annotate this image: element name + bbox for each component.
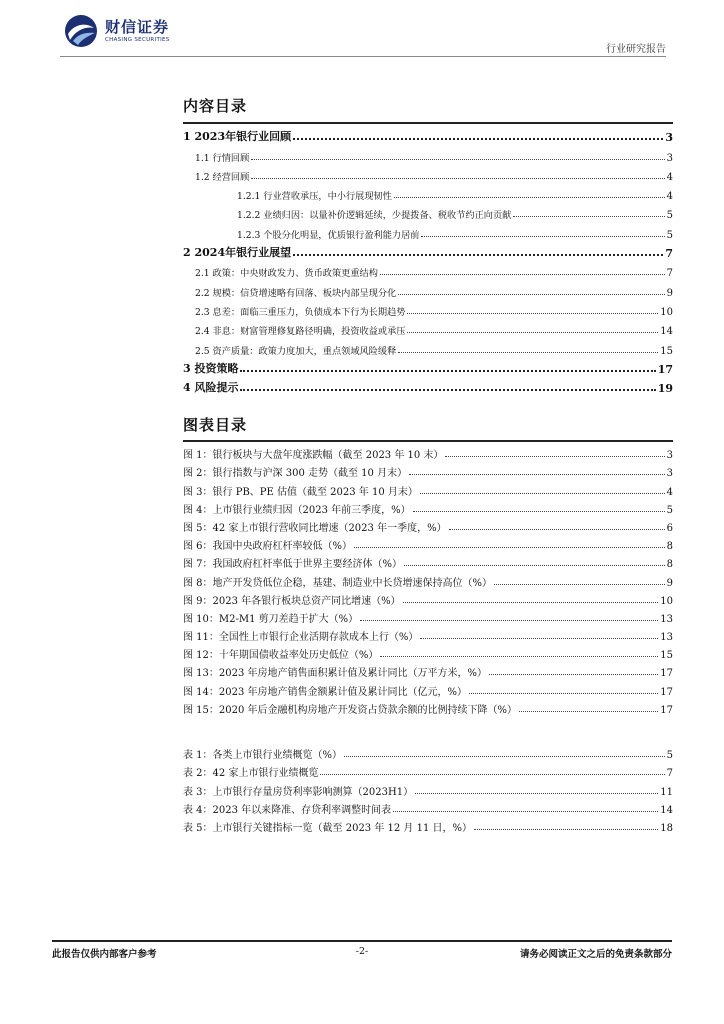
toc-entry[interactable] bbox=[183, 144, 673, 163]
toc-entry-page: 5 bbox=[666, 229, 673, 241]
dot-leader bbox=[449, 528, 665, 530]
dot-leader bbox=[421, 235, 664, 237]
dot-leader bbox=[240, 388, 655, 391]
figure-entry-label: 图 4：上市银行业绩归因（2023 年前三季度，%） bbox=[183, 504, 411, 516]
toc-entry-label: 1.2 经营回顾 bbox=[195, 171, 250, 183]
dot-leader bbox=[293, 137, 663, 140]
figure-entry-page: 5 bbox=[666, 504, 673, 516]
figures-title-divider bbox=[183, 440, 673, 442]
brand-name-cn: 财信证券 bbox=[105, 18, 170, 36]
dot-leader bbox=[445, 455, 664, 457]
figure-entry-label: 图 6：我国中央政府杠杆率较低（%） bbox=[183, 541, 353, 553]
table-entry[interactable] bbox=[183, 816, 673, 834]
figure-entry-page: 10 bbox=[660, 595, 673, 607]
toc-entry-page: 5 bbox=[666, 210, 673, 222]
figure-entry[interactable] bbox=[183, 625, 673, 643]
figure-entry-label: 图 15：2020 年后金融机构房地产开发资占贷款余额的比例持续下降（%） bbox=[183, 704, 518, 716]
dot-leader bbox=[344, 755, 665, 757]
toc-entry-page: 10 bbox=[660, 306, 673, 318]
table-entry-page: 11 bbox=[660, 786, 673, 798]
toc-entry-label: 1.2.3 个股分化明显，优质银行盈利能力居前 bbox=[237, 229, 420, 241]
dot-leader bbox=[407, 312, 658, 314]
figure-entry[interactable] bbox=[183, 443, 673, 461]
table-entry-label: 表 2：42 家上市银行业绩概览 bbox=[183, 768, 319, 780]
table-entry-page: 7 bbox=[666, 768, 673, 780]
figure-entry-label: 图 2：银行指数与沪深 300 走势（截至 10 月末） bbox=[183, 468, 408, 480]
table-entry-page: 18 bbox=[660, 822, 673, 834]
dot-leader bbox=[380, 655, 658, 657]
toc-entry[interactable] bbox=[183, 376, 673, 395]
toc-entry-label: 1.1 行情回顾 bbox=[195, 152, 250, 164]
dot-leader bbox=[413, 510, 665, 512]
figure-entry[interactable] bbox=[183, 498, 673, 516]
toc-entry[interactable] bbox=[183, 221, 673, 240]
table-entry-label: 表 4：2023 年以来降准、存贷利率调整时间表 bbox=[183, 804, 392, 816]
page-number: -2- bbox=[355, 946, 369, 957]
dot-leader bbox=[407, 331, 658, 333]
header-divider bbox=[60, 56, 666, 57]
figure-list bbox=[183, 443, 673, 716]
figure-entry[interactable] bbox=[183, 516, 673, 534]
figure-entry[interactable] bbox=[183, 698, 673, 716]
figure-entry[interactable] bbox=[183, 461, 673, 479]
toc-title-divider bbox=[183, 122, 673, 124]
dot-leader bbox=[293, 253, 663, 256]
figure-entry-label: 图 9：2023 年各银行板块总资产同比增速（%） bbox=[183, 595, 401, 607]
figure-entry-page: 15 bbox=[660, 650, 673, 662]
figure-entry[interactable] bbox=[183, 552, 673, 570]
toc-entry[interactable] bbox=[183, 357, 673, 376]
figure-entry-label: 图 10：M2-M1 剪刀差趋于扩大（%） bbox=[183, 613, 359, 625]
toc-entry-label: 2 2024年银行业展望 bbox=[183, 246, 292, 260]
figure-entry-label: 图 3：银行 PB、PE 估值（截至 2023 年 10 月末） bbox=[183, 486, 418, 498]
toc-entry-label: 1 2023年银行业回顾 bbox=[183, 130, 292, 144]
toc-entry[interactable] bbox=[183, 318, 673, 337]
toc-entry-label: 2.3 息差：面临三重压力，负债成本下行为长期趋势 bbox=[195, 306, 406, 318]
toc-entry[interactable] bbox=[183, 183, 673, 202]
footer-disclaimer-right: 请务必阅读正文之后的免责条款部分 bbox=[519, 949, 672, 960]
figure-entry-label: 图 13：2023 年房地产销售面积累计值及累计同比（万平方米，%） bbox=[183, 668, 488, 680]
toc-entry[interactable] bbox=[183, 202, 673, 221]
figure-entry-label: 图 7：我国政府杠杆率低于世界主要经济体（%） bbox=[183, 559, 403, 571]
table-entry[interactable] bbox=[183, 743, 673, 761]
toc-entry[interactable] bbox=[183, 299, 673, 318]
dot-leader bbox=[398, 351, 658, 353]
dot-leader bbox=[380, 273, 665, 275]
dot-leader bbox=[494, 583, 665, 585]
dot-leader bbox=[360, 619, 658, 621]
table-entry-label: 表 1：各类上市银行业绩概览（%） bbox=[183, 750, 343, 762]
figure-entry-page: 17 bbox=[660, 668, 673, 680]
figure-entry-page: 3 bbox=[666, 450, 673, 462]
dot-leader bbox=[519, 710, 658, 712]
toc-entry-label: 2.1 政策：中央财政发力、货币政策更重结构 bbox=[195, 268, 378, 280]
table-entry[interactable] bbox=[183, 779, 673, 797]
figure-entry-page: 3 bbox=[666, 468, 673, 480]
dot-leader bbox=[240, 369, 655, 372]
footer-divider bbox=[52, 940, 672, 942]
dot-leader bbox=[251, 158, 664, 160]
toc-entry[interactable] bbox=[183, 260, 673, 279]
figure-entry[interactable] bbox=[183, 479, 673, 497]
toc-entry-page: 3 bbox=[666, 152, 673, 164]
toc-entry[interactable] bbox=[183, 241, 673, 260]
toc-entry-page: 15 bbox=[660, 345, 673, 357]
figure-entry-label: 图 1：银行板块与大盘年度涨跌幅（截至 2023 年 10 末） bbox=[183, 450, 444, 462]
report-type-label: 行业研究报告 bbox=[606, 44, 666, 55]
figure-entry-page: 13 bbox=[660, 613, 673, 625]
table-entry-page: 14 bbox=[660, 804, 673, 816]
toc-entry-label: 2.2 规模：信贷增速略有回落、板块内部呈现分化 bbox=[195, 287, 397, 299]
dot-leader bbox=[469, 692, 658, 694]
dot-leader bbox=[394, 196, 665, 198]
company-logo bbox=[64, 14, 170, 48]
figure-entry-page: 6 bbox=[666, 522, 673, 534]
table-entry-page: 5 bbox=[666, 750, 673, 762]
toc-title: 内容目录 bbox=[183, 97, 248, 115]
dot-leader bbox=[474, 828, 658, 830]
table-list bbox=[183, 743, 673, 834]
table-entry[interactable] bbox=[183, 761, 673, 779]
toc-entry-page: 14 bbox=[660, 326, 673, 338]
toc-entry-page: 4 bbox=[666, 191, 673, 203]
table-entry[interactable] bbox=[183, 798, 673, 816]
toc-entry[interactable] bbox=[183, 164, 673, 183]
toc-entry-page: 3 bbox=[665, 131, 673, 145]
toc-entry-label: 1.2.2 业绩归因：以量补价逻辑延续，少提拨备、税收节约正向贡献 bbox=[237, 210, 512, 222]
figure-entry-page: 9 bbox=[666, 577, 673, 589]
footer-disclaimer-left: 此报告仅供内部客户参考 bbox=[52, 949, 157, 960]
dot-leader bbox=[404, 564, 665, 566]
figure-entry[interactable] bbox=[183, 661, 673, 679]
brand-name-en: CHASING SECURITIES bbox=[105, 37, 170, 43]
figure-entry-label: 图 5：42 家上市银行营收同比增速（2023 年一季度，%） bbox=[183, 522, 447, 534]
figure-entry-page: 8 bbox=[666, 541, 673, 553]
dot-leader bbox=[489, 673, 658, 675]
toc-entry-page: 17 bbox=[657, 362, 673, 376]
figure-entry-page: 13 bbox=[660, 632, 673, 644]
toc-entry[interactable] bbox=[183, 125, 673, 144]
figure-entry[interactable] bbox=[183, 570, 673, 588]
dot-leader bbox=[409, 473, 665, 475]
figure-entry-label: 图 12：十年期国债收益率处历史低位（%） bbox=[183, 650, 379, 662]
dot-leader bbox=[354, 546, 665, 548]
dot-leader bbox=[398, 293, 664, 295]
toc-entry-label: 4 风险提示 bbox=[183, 381, 239, 395]
figure-entry-page: 17 bbox=[660, 704, 673, 716]
table-entry-label: 表 3：上市银行存量房贷利率影响测算（2023H1） bbox=[183, 786, 414, 798]
figure-entry[interactable] bbox=[183, 643, 673, 661]
toc-entry-label: 2.4 非息：财富管理修复路径明确，投资收益或承压 bbox=[195, 326, 406, 338]
dot-leader bbox=[420, 637, 658, 639]
figure-entry[interactable] bbox=[183, 607, 673, 625]
dot-leader bbox=[393, 810, 658, 812]
dot-leader bbox=[251, 177, 664, 179]
logo-mark-icon bbox=[64, 14, 98, 48]
table-entry-label: 表 5：上市银行关键指标一览（截至 2023 年 12 月 11 日，%） bbox=[183, 822, 473, 834]
toc-entry-label: 2.5 资产质量：政策力度加大，重点领域风险缓释 bbox=[195, 345, 397, 357]
figure-entry-page: 4 bbox=[666, 486, 673, 498]
figure-entry-label: 图 14：2023 年房地产销售金额累计值及累计同比（亿元，%） bbox=[183, 686, 468, 698]
toc-entry[interactable] bbox=[183, 279, 673, 298]
figure-entry-label: 图 11：全国性上市银行企业活期存款成本上行（%） bbox=[183, 632, 419, 644]
figure-entry[interactable] bbox=[183, 589, 673, 607]
dot-leader bbox=[420, 492, 665, 494]
dot-leader bbox=[415, 792, 658, 794]
figure-entry[interactable] bbox=[183, 679, 673, 697]
figures-title: 图表目录 bbox=[183, 416, 248, 434]
toc-entry-page: 7 bbox=[665, 247, 673, 261]
figure-entry[interactable] bbox=[183, 534, 673, 552]
toc-entry-page: 7 bbox=[666, 268, 673, 280]
toc-entry-page: 4 bbox=[666, 171, 673, 183]
figure-entry-page: 17 bbox=[660, 686, 673, 698]
figure-entry-page: 8 bbox=[666, 559, 673, 571]
toc-entry-label: 3 投资策略 bbox=[183, 361, 239, 375]
toc-entry[interactable] bbox=[183, 337, 673, 356]
dot-leader bbox=[320, 773, 664, 775]
table-of-contents bbox=[183, 125, 673, 395]
toc-entry-label: 1.2.1 行业营收承压，中小行展现韧性 bbox=[237, 191, 392, 203]
figure-entry-label: 图 8：地产开发贷低位企稳，基建、制造业中长贷增速保持高位（%） bbox=[183, 577, 493, 589]
toc-entry-page: 19 bbox=[657, 382, 673, 396]
toc-entry-page: 9 bbox=[666, 287, 673, 299]
dot-leader bbox=[403, 601, 659, 603]
dot-leader bbox=[513, 215, 664, 217]
